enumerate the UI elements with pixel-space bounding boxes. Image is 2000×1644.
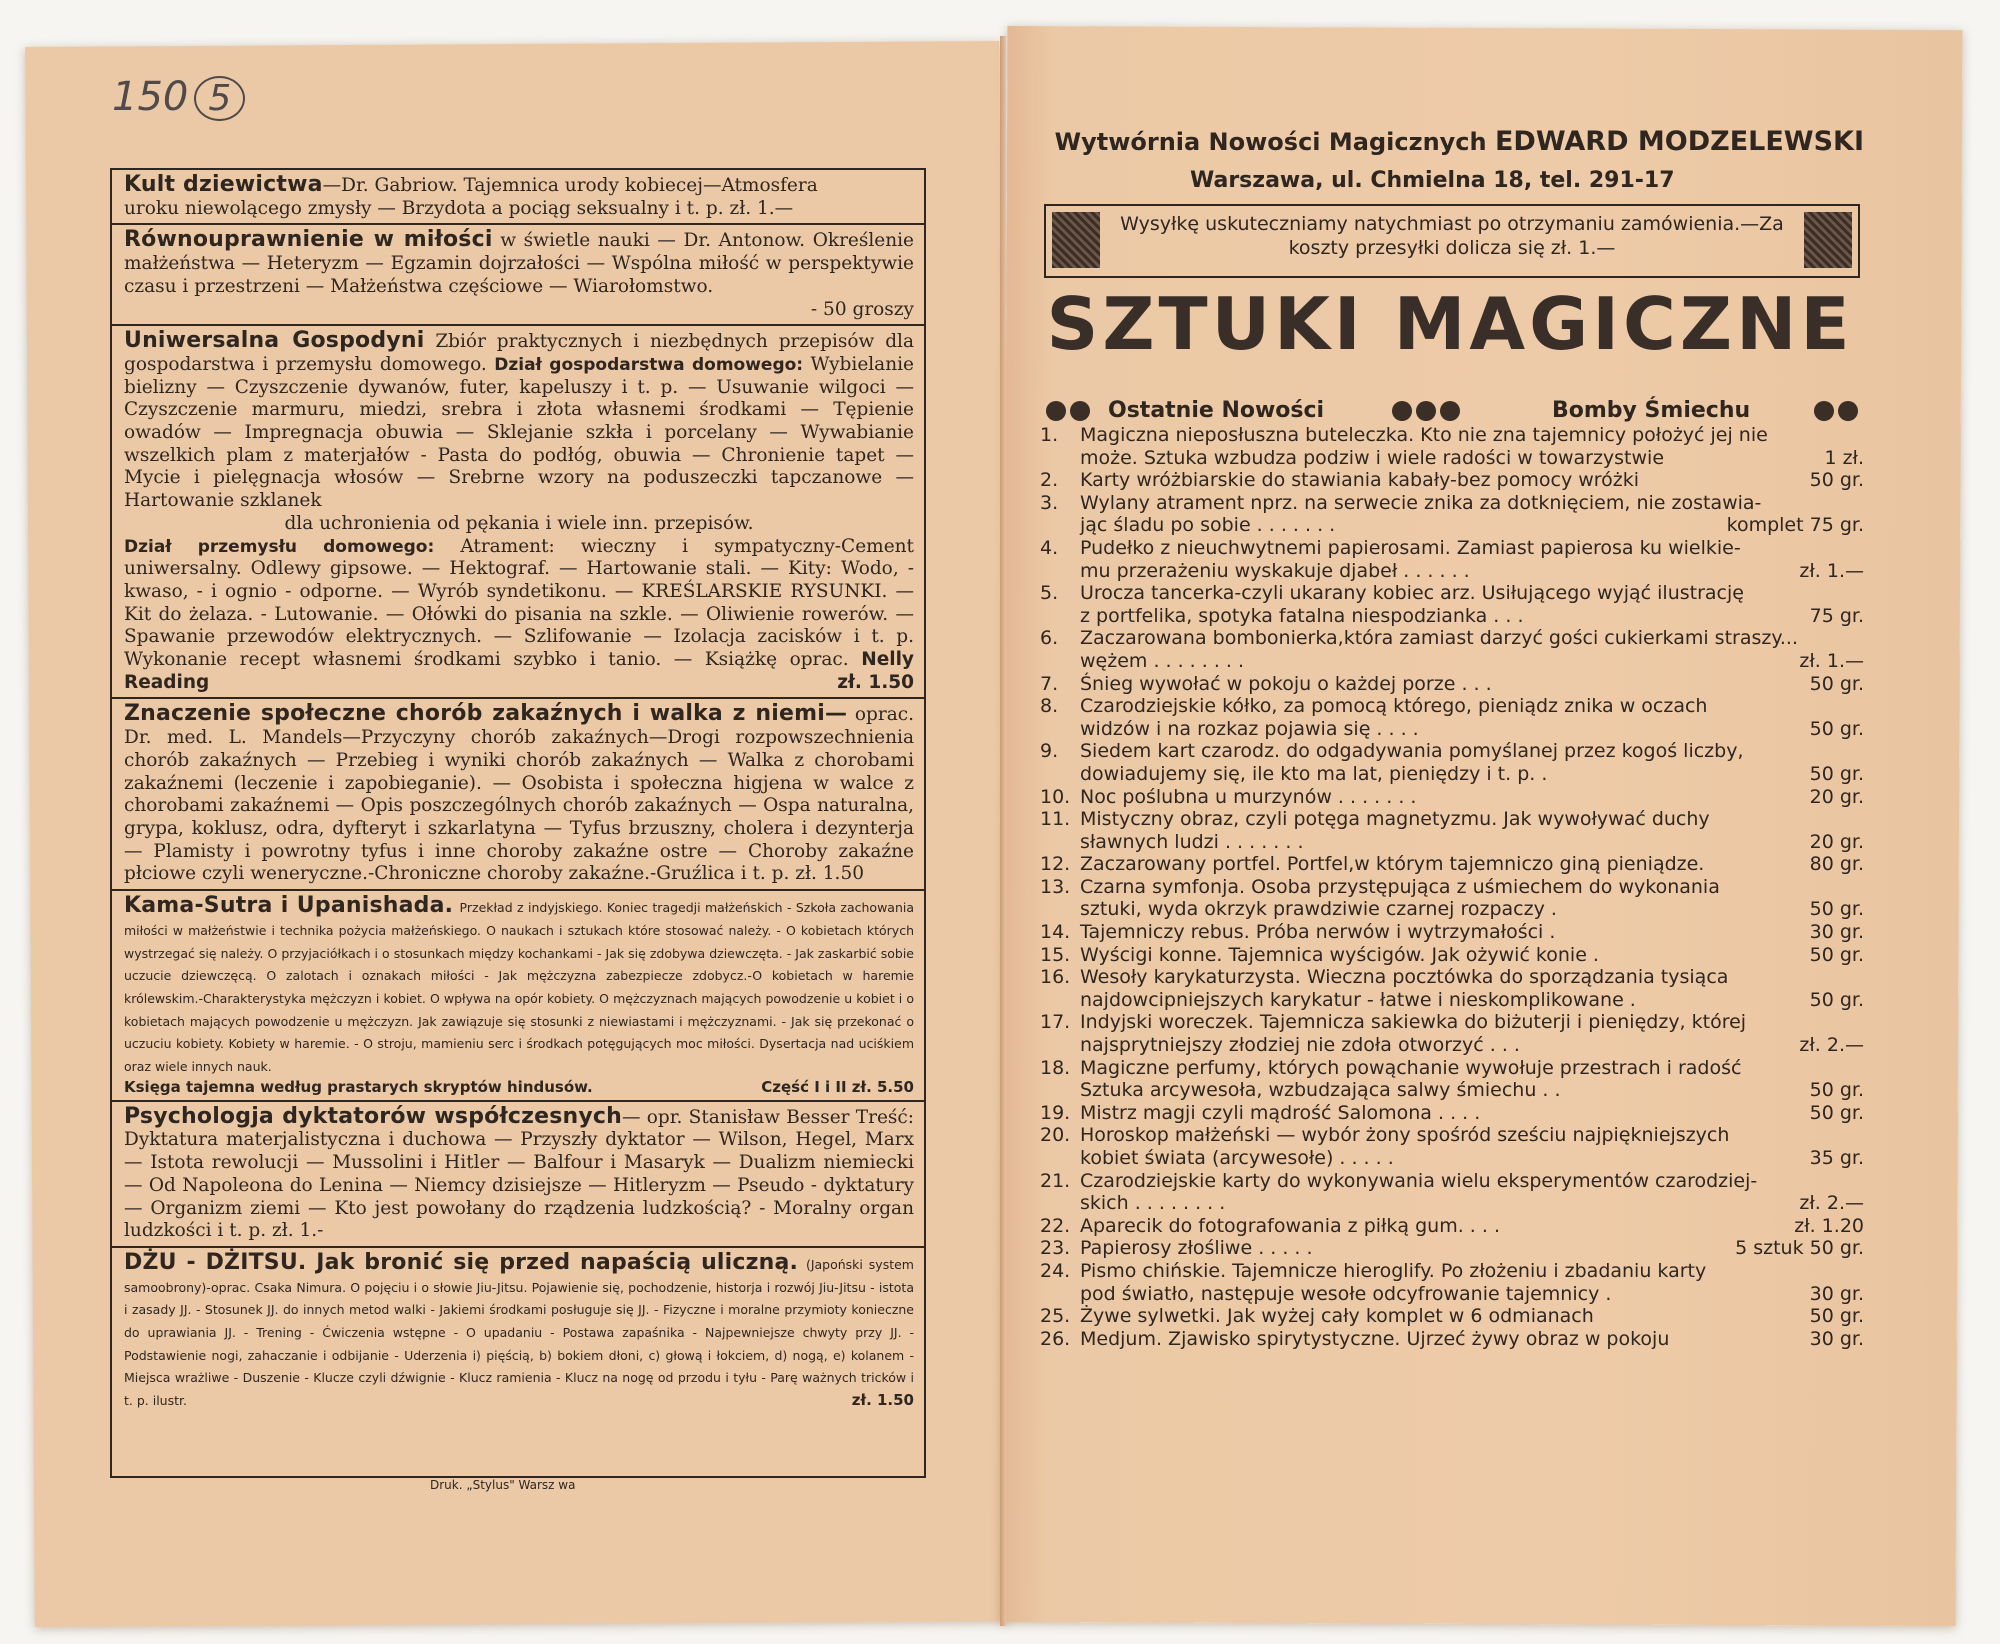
- item-text: Urocza tancerka-czyli ukarany kobiec arz. Usiłującego wyjąć ilustrację: [1080, 582, 1744, 605]
- bullet-dot: [1838, 401, 1858, 421]
- list-item: [1040, 1057, 1864, 1102]
- item-continuation: skich . . . . . . . . zł. 2.—: [1080, 1192, 1864, 1215]
- section-text: Księga tajemna według prastarych skryptów hindusów.: [124, 1077, 593, 1096]
- item-text: Horoskop małżeński — wybór żony spośród sześciu najpiękniejszych: [1080, 1124, 1730, 1147]
- item-continuation: najdowcipniejszych karykatur - łatwe i nieskomplikowane . 50 gr.: [1080, 988, 1864, 1011]
- section-body: Atrament: wieczny i sympatyczny-Cement uniwersalny. Odlewy gipsowe. — Hektograf. — Hartowanie stali. — Kity: Wodo, - kwaso, - i ognio - odporne. — Wyrób syndetikonu. — KREŚLARSKIE RYSUNKI. — Kit do żelaza. - Lutowanie. — Ołówki do pisania na szkle. — Oliwienie rowerów. — Spawanie przewodów elektrycznych. — Szlifowanie — Izolacja zacisków i t. p. Wykonanie recept własnemi środkami szybko i tanio. — Książkę oprac.: [124, 535, 914, 671]
- section-text: uroku niewolącego zmysły — Brzydota a pociąg seksualny i t. p. zł. 1.—: [124, 197, 794, 219]
- item-price: 30 gr.: [1809, 921, 1864, 944]
- item-text: Noc poślubna u murzynów . . . . . . .: [1080, 785, 1417, 808]
- ornament-left: [1052, 212, 1100, 268]
- list-item: [1040, 944, 1864, 967]
- shipping-text: Wysyłkę uskuteczniamy natychmiast po otrzymaniu zamówienia.—Za koszty przesyłki dolicza się zł. 1.—: [1120, 213, 1784, 259]
- shipping-box: [1044, 204, 1860, 278]
- item-text: Pismo chińskie. Tajemnicze hieroglify. Po złożeniu i zbadaniu karty: [1080, 1259, 1707, 1282]
- item-continuation: może. Sztuka wzbudza podziw i wiele radości w towarzystwie 1 zł.: [1080, 446, 1864, 469]
- item-price: zł. 1.—: [1799, 559, 1864, 582]
- bullet-dot: [1416, 401, 1436, 421]
- item-continuation: widzów i na rozkaz pojawia się . . . . 50 gr.: [1080, 717, 1864, 740]
- list-item: [1040, 1011, 1864, 1056]
- item-number: 2.: [1040, 469, 1059, 492]
- item-text: Indyjski woreczek. Tajemnicza sakiewka do biżuterji i pieniędzy, której: [1080, 1011, 1747, 1034]
- item-number: 6.: [1040, 627, 1059, 650]
- item-continuation: z portfelika, spotyka fatalna niespodzianka . . . 75 gr.: [1080, 604, 1864, 627]
- item-number: 24.: [1040, 1259, 1071, 1282]
- section-text: — opr. Stanisław Besser: [622, 1106, 850, 1128]
- item-price: zł. 2.—: [1799, 1034, 1864, 1057]
- item-price: 80 gr.: [1809, 853, 1864, 876]
- firm-name: Wytwórnia Nowości Magicznych: [1054, 128, 1487, 156]
- list-item: [1040, 1305, 1864, 1328]
- item-number: 19.: [1040, 1101, 1071, 1124]
- item-number: 5.: [1040, 582, 1059, 605]
- printer-imprint: Druk. „Stylus" Warsz wa: [430, 1478, 576, 1492]
- section-text: w świetle nauki — Dr. Antonow.: [492, 230, 806, 252]
- section-subheading: Dział gospodarstwa domowego:: [494, 354, 804, 375]
- section-price: zł. 1.50: [837, 671, 914, 693]
- item-number: 7.: [1040, 672, 1059, 695]
- section-price: zł. 1.50: [851, 1391, 914, 1410]
- section-heading: Kult dziewictwa: [124, 172, 323, 197]
- item-price: 30 gr.: [1809, 1327, 1864, 1350]
- item-number: 25.: [1040, 1305, 1071, 1328]
- item-number: 18.: [1040, 1056, 1071, 1079]
- list-item: [1040, 808, 1864, 853]
- item-text: Pudełko z nieuchwytnemi papierosami. Zamiast papierosa ku wielkie-: [1080, 536, 1741, 559]
- section-text: Zbiór praktycznych i niezbędnych przepisów dla gospodarstwa i przemysłu domowego.: [124, 331, 914, 375]
- section-body: Przekład z indyjskiego. Koniec tragedji małżeńskich - Szkoła zachowania miłości w małżeństwie i technika pożycia małżeńskiego. O naukach i sztukach które stosować należy. - O kobietach których wystrzegać się należy. O przyjaciółkach i o stosunkach między kochankami - Jak się zdobywa dziewczęta. - Jak zaskarbić sobie uczucie dziewczęcą. O zalotach i oznakach miłości - Jak mężczyzna zabezpiecze zdobycz.-O kobietach w haremie królewskim.-Charakterystyka mężczyzn i kobiet. O wpływa na opór kobiety. O mężczyznach mających powodzenie u kobiet i o kobietach mających powodzenie u mężczyzn. Jak zawiązuje się stosunki z niewiastami i mężczyznami. - Jak się przekonać o uczuciu kobiety. Kobiety w haremie. - O stroju, mamieniu serc i środkach potęgujących moc miłości. Dysertacja nad uciśkiem oraz wiele innych nauk.: [124, 900, 915, 1075]
- item-number: 12.: [1040, 853, 1071, 876]
- list-item: [1040, 1328, 1864, 1351]
- item-text: Śnieg wywołać w pokoju o każdej porze . . .: [1080, 672, 1492, 695]
- item-continuation: wężem . . . . . . . . zł. 1.—: [1080, 649, 1864, 672]
- list-item: [1040, 786, 1864, 809]
- list-item: [1040, 424, 1864, 469]
- list-item: [1040, 853, 1864, 876]
- handwritten-number: 150: [112, 74, 189, 120]
- item-number: 3.: [1040, 491, 1059, 514]
- page-title: SZTUKI MAGICZNE: [1046, 282, 1854, 366]
- item-number: 21.: [1040, 1169, 1071, 1192]
- item-number: 20.: [1040, 1124, 1071, 1147]
- item-number: 23.: [1040, 1237, 1071, 1260]
- section-price: Część I i II zł. 5.50: [761, 1077, 914, 1096]
- item-continuation: mu przerażeniu wyskakuje djabeł . . . . . . zł. 1.—: [1080, 559, 1864, 582]
- item-number: 8.: [1040, 695, 1059, 718]
- item-text: Papierosy złośliwe . . . . .: [1080, 1237, 1313, 1260]
- item-number: 1.: [1040, 424, 1059, 446]
- item-price: 50 gr.: [1809, 898, 1864, 921]
- item-number: 22.: [1040, 1214, 1071, 1237]
- section-kama-sutra: [112, 891, 924, 1102]
- tricks-list: [1040, 424, 1864, 1350]
- item-continuation: jąc śladu po sobie . . . . . . . komplet 75 gr.: [1080, 514, 1864, 537]
- section-heading: Znaczenie społeczne chorób zakaźnych i walka z niemi—: [124, 701, 848, 727]
- left-advert-box: [110, 168, 926, 1478]
- item-text: Magiczna nieposłuszna buteleczka. Kto nie zna tajemnicy położyć jej nie: [1080, 424, 1768, 446]
- item-text: Siedem kart czarodz. do odgadywania pomyślanej przez kogoś liczby,: [1080, 740, 1744, 763]
- section-body: (Japoński system samoobrony)-oprac. Csaka Nimura. O pojęciu i o słowie Jiu-Jitsu. Pojawienie się, pochodzenie, historja i rozwój Jiu-Jitsu - istota i zasady JJ. - Stosunek JJ. do innych metod walki - Jakiemi środkami posługuje się JJ. - Fizyczne i moralne przymioty konieczne do uprawiania JJ. - Trening - Ćwiczenia wstępne - O upadaniu - Postawa zapaśnika - Najpewniejsze chwyty przy JJ. - Podstawienie nogi, zahaczanie i odbijanie - Uderzenia i) pięścią, b) bokiem dłoni, c) głową i łokciem, d) nogą, e) kolanem - Miejsca wrażliwe - Duszenie - Klucze czyli dźwignie - Klucz ramienia - Klucz na nogę od przodu i tyłu - Parę ważnych tricków i t. p. ilustr.: [124, 1256, 914, 1409]
- section-dyktatorzy: [112, 1102, 924, 1248]
- list-item: [1040, 695, 1864, 740]
- item-continuation: Sztuka arcywesoła, wzbudzająca salwy śmiechu . . 50 gr.: [1080, 1079, 1864, 1102]
- item-text: Czarodziejskie karty do wykonywania wielu eksperymentów czarodziej-: [1080, 1169, 1758, 1192]
- list-item: [1040, 627, 1864, 672]
- list-item: [1040, 1215, 1864, 1238]
- list-item: [1040, 469, 1864, 492]
- item-text: Wesoły karykaturzysta. Wieczna pocztówka do sporządzania tysiąca: [1080, 966, 1729, 989]
- item-price: 50 gr.: [1809, 1305, 1864, 1328]
- section-text: —Dr. Gabriow. Tajemnica urody kobiecej—Atmosfera: [322, 175, 818, 196]
- item-text: Zaczarowana bombonierka,która zamiast darzyć gości cukierkami straszy...: [1080, 627, 1799, 650]
- list-item: [1040, 537, 1864, 582]
- section-choroby: [112, 699, 924, 891]
- section-author: Nelly Reading: [124, 649, 914, 693]
- item-price: 50 gr.: [1809, 717, 1864, 740]
- item-text: Wyścigi konne. Tajemnica wyścigów. Jak ożywić konie .: [1080, 943, 1599, 966]
- bullet-dot: [1440, 401, 1460, 421]
- item-price: 20 gr.: [1809, 830, 1864, 853]
- item-number: 17.: [1040, 1011, 1071, 1034]
- list-item: [1040, 1260, 1864, 1305]
- item-price: 50 gr.: [1809, 943, 1864, 966]
- handwritten-circled-number: 5: [194, 76, 245, 121]
- item-continuation: sławnych ludzi . . . . . . . 20 gr.: [1080, 830, 1864, 853]
- list-item: [1040, 876, 1864, 921]
- item-text: Tajemniczy rebus. Próba nerwów i wytrzymałości .: [1080, 921, 1556, 944]
- item-price: zł. 1.—: [1799, 649, 1864, 672]
- item-text: Wylany atrament nprz. na serwecie znika za dotknięciem, nie zostawia-: [1080, 491, 1762, 514]
- firm-header: [1044, 126, 1864, 157]
- item-price: zł. 2.—: [1799, 1192, 1864, 1215]
- section-body: Wybielanie bielizny — Czyszczenie dywanów, futer, kapeluszy i t. p. — Usuwanie wilgoci — Czyszczenie marmuru, miedzi, srebra i złota własnemi środkami — Tępienie owadów — Impregnacja obuwia — Sklejanie szkła i porcelany — Wywabianie wszelkich plam z materjałów - Pasta do podłóg, obuwia — Chronienie tapet — Mycie i pielęgnacja włosów — Srebrne wzory na poduszeczki tapczanowe — Hartowanie szklanek: [124, 353, 914, 512]
- item-continuation: pod światło, następuje wesołe odcyfrowanie tajemnicy . 30 gr.: [1080, 1282, 1864, 1305]
- item-text: Aparecik do fotografowania z piłką gum. . . .: [1080, 1214, 1501, 1237]
- list-item: [1040, 1124, 1864, 1169]
- section-heading: Kama-Sutra i Upanishada.: [124, 893, 454, 919]
- handwritten-note: [112, 74, 245, 121]
- item-price: zł. 1.20: [1794, 1214, 1864, 1237]
- item-number: 10.: [1040, 785, 1071, 808]
- list-item: [1040, 673, 1864, 696]
- item-price: 20 gr.: [1809, 785, 1864, 808]
- item-text: Czarna symfonja. Osoba przystępująca z uśmiechem do wykonania: [1080, 875, 1720, 898]
- item-text: Karty wróżbiarskie do stawiania kabały-bez pomocy wróżki: [1080, 469, 1640, 492]
- item-price: 50 gr.: [1809, 672, 1864, 695]
- item-text: Medjum. Zjawisko spirytystyczne. Ujrzeć żywy obraz w pokoju: [1080, 1327, 1670, 1350]
- item-number: 11.: [1040, 808, 1071, 831]
- item-continuation: kobiet świata (arcywesołe) . . . . . 35 gr.: [1080, 1147, 1864, 1169]
- item-number: 13.: [1040, 875, 1071, 898]
- list-item: [1040, 740, 1864, 785]
- item-number: 4.: [1040, 536, 1059, 559]
- section-price: - 50 groszy: [810, 298, 914, 320]
- item-price: 50 gr.: [1809, 469, 1864, 492]
- bullet-dot: [1392, 401, 1412, 421]
- firm-address: Warszawa, ul. Chmielna 18, tel. 291-17: [1190, 168, 1675, 193]
- item-number: 14.: [1040, 921, 1071, 944]
- item-price: 50 gr.: [1809, 1101, 1864, 1124]
- item-text: Żywe sylwetki. Jak wyżej cały komplet w 6 odmianach: [1080, 1305, 1594, 1328]
- item-continuation: sztuki, wyda okrzyk prawdziwie czarnej rozpaczy . 50 gr.: [1080, 898, 1864, 921]
- item-price: 50 gr.: [1809, 1079, 1864, 1102]
- list-item: [1040, 1102, 1864, 1125]
- subtitle-bombs: Bomby Śmiechu: [1552, 398, 1751, 423]
- firm-owner: EDWARD MODZELEWSKI: [1494, 126, 1864, 157]
- section-body: Określenie małżeństwa — Heteryzm — Egzamin dojrzałości — Wspólna miłość w perspektywie czasu i przestrzeni — Małżeństwa częściowe — Wiarołomstwo.: [124, 230, 914, 297]
- item-price: 1 zł.: [1824, 446, 1864, 469]
- section-heading: Psychologja dyktatorów współczesnych: [124, 1103, 623, 1129]
- section-heading: DŻU - DŻITSU. Jak bronić się przed napaścią uliczną.: [124, 1249, 799, 1275]
- item-text: Mistyczny obraz, czyli potęga magnetyzmu. Jak wywoływać duchy: [1080, 808, 1710, 831]
- section-text: dla uchronienia od pękania i wiele inn. przepisów.: [284, 512, 754, 534]
- page-fold: [1000, 36, 1006, 1626]
- item-price: 30 gr.: [1809, 1282, 1864, 1305]
- list-item: [1040, 966, 1864, 1011]
- list-item: [1040, 492, 1864, 537]
- bullet-dot: [1046, 401, 1066, 421]
- item-price: komplet 75 gr.: [1726, 514, 1864, 537]
- item-price: 50 gr.: [1809, 988, 1864, 1011]
- item-number: 26.: [1040, 1327, 1071, 1350]
- item-text: Mistrz magji czyli mądrość Salomona . . . .: [1080, 1101, 1481, 1124]
- item-text: Magiczne perfumy, których powąchanie wywołuje przestrach i radość: [1080, 1056, 1742, 1079]
- section-body: oprac. Dr. med. L. Mandels—Przyczyny chorób zakaźnych—Drogi rozpowszechnienia chorób zakaźnych — Przebieg i wyniki chorób zakaźnych — Walka z chorobami zakaźnemi (leczenie i zapobieganie). — Osobista i społeczna higjena w walce z chorobami zakaźnemi — Opis poszczególnych chorób zakaźnych — Ospa naturalna, grypa, koklusz, odra, dyfteryt i szkarlatyna — Tyfus brzuszny, cholera i dezynterja — Plamisty i powrotny tyfus i inne choroby zakaźne ostre — Choroby zakaźne płciowe czyli weneryczne.-Chroniczne choroby zakaźne.-Gruźlica i t. p. zł. 1.50: [124, 704, 914, 885]
- section-heading: Uniwersalna Gospodyni: [124, 328, 425, 354]
- section-rownouprawnienie: [112, 225, 924, 326]
- ornament-right: [1804, 212, 1852, 268]
- section-subheading: Dział przemysłu domowego:: [124, 536, 435, 557]
- list-item: [1040, 921, 1864, 944]
- section-body: Treść: Dyktatura materjalistyczna i duchowa — Przyszły dyktator — Wilson, Hegel, Marx — Istota rewolucji — Mussolini i Hitler — Balfour i Masaryk — Dualizm niemiecki — Od Napoleona do Lenina — Niemcy dzisiejsze — Hitleryzm — Pseudo - dyktatury — Organizm ziemi — Kto jest powołany do rządzenia ludzkością? - Moralny organ ludzkości i t. p. zł. 1.-: [124, 1106, 914, 1242]
- item-text: Zaczarowany portfel. Portfel,w którym tajemniczo giną pieniądze.: [1080, 853, 1705, 876]
- item-number: 15.: [1040, 943, 1071, 966]
- item-number: 16.: [1040, 966, 1071, 989]
- item-price: 50 gr.: [1809, 762, 1864, 785]
- section-dzu-dzitsu: [112, 1248, 924, 1415]
- section-heading: Równouprawnienie w miłości: [124, 227, 493, 253]
- item-number: 9.: [1040, 740, 1059, 763]
- item-continuation: dowiadujemy się, ile kto ma lat, pieniędzy i t. p. . 50 gr.: [1080, 762, 1864, 785]
- list-item: [1040, 582, 1864, 627]
- item-price: 75 gr.: [1809, 604, 1864, 627]
- list-item: [1040, 1237, 1864, 1260]
- section-kult: [112, 170, 924, 225]
- item-price: 5 sztuk 50 gr.: [1735, 1237, 1864, 1260]
- list-item: [1040, 1170, 1864, 1215]
- item-text: Czarodziejskie kółko, za pomocą którego, pieniądz znika w oczach: [1080, 695, 1708, 718]
- section-gospodyni: [112, 326, 924, 699]
- item-price: 35 gr.: [1809, 1147, 1864, 1169]
- item-continuation: najsprytniejszy złodziej nie zdoła otworzyć . . . zł. 2.—: [1080, 1034, 1864, 1057]
- bullet-dot: [1814, 401, 1834, 421]
- bullet-dot: [1070, 401, 1090, 421]
- subtitle-latest: Ostatnie Nowości: [1108, 398, 1325, 423]
